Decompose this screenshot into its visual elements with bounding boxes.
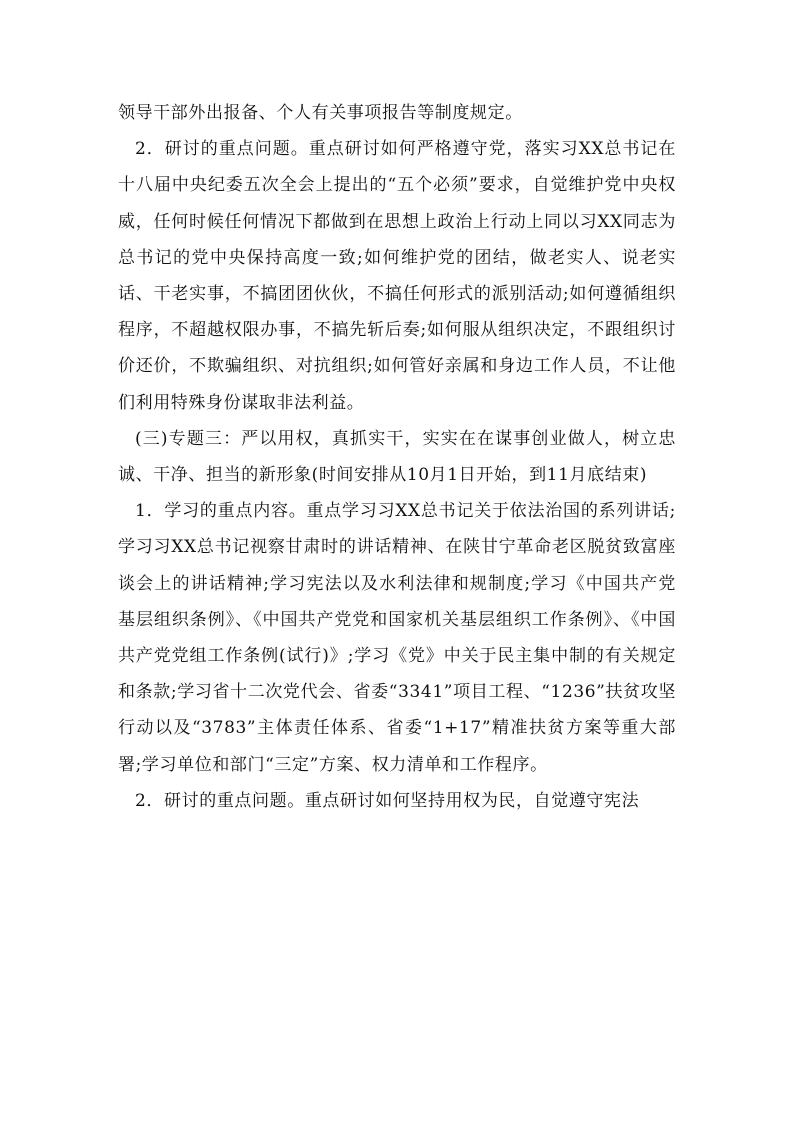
paragraph-2: 2．研讨的重点问题。重点研讨如何严格遵守党，落实习XX总书记在十八届中央纪委五次全会上提出的“五个必须”要求，自觉维护党中央权威，任何时候任何情况下都做到在思想上政治上行动上同以习XX同志为总书记的党中央保持高度一致;如何维护党的团结，做老实人、说老实话、干老实事，不搞团团伙伙，不搞任何形式的派别活动;如何遵循组织程序，不超越权限办事，不搞先斩后奏;如何服从组织决定，不跟组织讨价还价，不欺骗组织、对抗组织;如何管好亲属和身边工作人员，不让他们利用特殊身份谋取非法利益。 bbox=[118, 139, 676, 413]
paragraph-3: (三)专题三：严以用权，真抓实干，实实在在谋事创业做人，树立忠诚、干净、担当的新形象(时间安排从10月1日开始，到11月底结束) bbox=[118, 428, 676, 486]
paragraph-1: 领导干部外出报备、个人有关事项报告等制度规定。 bbox=[118, 103, 523, 123]
paragraph-5: 2．研讨的重点问题。重点研讨如何坚持用权为民，自觉遵守宪法 bbox=[135, 790, 640, 811]
paragraph-4: 1．学习的重点内容。重点学习习XX总书记关于依法治国的系列讲话;学习习XX总书记视察甘肃时的讲话精神、在陕甘宁革命老区脱贫致富座谈会上的讲话精神;学习宪法以及水利法律和规制度;学习《中国共产党基层组织条例》、《中国共产党党和国家机关基层组织工作条例》、《中国共产党党组工作条例(试行)》;学习《党》中关于民主集中制的有关规定和条款;学习省十二次党代会、省委“3341”项目工程、“1236”扶贫攻坚行动以及“3783”主体责任体系、省委“1+17”精准扶贫方案等重大部署;学习单位和部门“三定”方案、权力清单和工作程序。 bbox=[118, 501, 676, 775]
